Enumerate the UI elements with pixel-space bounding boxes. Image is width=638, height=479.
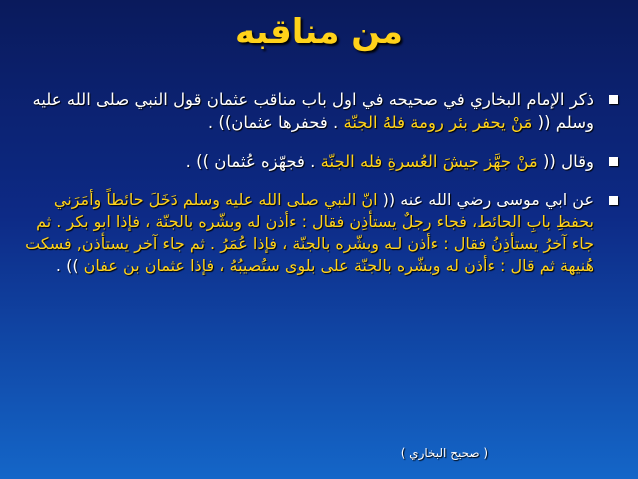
bullet-item [16, 150, 620, 173]
hadith-quote: مَنْ يحفر بئر رومة فلهُ الجنّة [343, 113, 538, 132]
bullet-text-plain: عن ابي موسى رضي الله عنه (( [382, 190, 594, 209]
bullet-text-plain: )) . [55, 256, 84, 275]
bullet-text [16, 189, 594, 277]
bullet-text-plain: وقال (( [543, 152, 594, 171]
bullet-text-plain: . فحفرها عثمان)) . [207, 113, 344, 132]
bullet-list [16, 88, 620, 293]
bullet-text-plain: ذكر الإمام البخاري في صحيحه في اول باب مناقب عثمان قول النبي صلى الله عليه وسلم (( [32, 90, 594, 132]
bullet-item [16, 189, 620, 277]
bullet-text [16, 88, 594, 134]
bullet-text [16, 150, 594, 173]
bullet-text-plain: . فجهّزه عُثمان )) . [185, 152, 321, 171]
hadith-quote: انّ النبي صلى الله عليه وسلم دَخَلَ حائطاً وأمَرَني بحفظِ بابِ الحائط، فجاء رجلٌ يستأذِن فقال : ءأذن له وبشّره بالجنّة ، فإذا ابو بكر . ثم جاء آخرُ يستأذِنُ فقال : ءأذن لـه وبشّره بالجنّة ، فإذا عُمَرُ . ثم جاء آخر يستأذن, فسكت هُنيهة ثم قال : ءأذن له وبشّره بالجنّة على بلوى ستُصيبُهُ ، فإذا عثمان بن عفان [25, 190, 594, 275]
bullet-item [16, 88, 620, 134]
square-bullet-icon [609, 196, 618, 205]
square-bullet-icon [609, 95, 618, 104]
slide-title: من مناقبه [235, 12, 403, 52]
square-bullet-icon [609, 157, 618, 166]
source-citation: ( صحيح البخاري ) [400, 446, 488, 460]
hadith-quote: مَنْ جهَّز جيشَ العُسرةِ فله الجنّة [320, 152, 543, 171]
